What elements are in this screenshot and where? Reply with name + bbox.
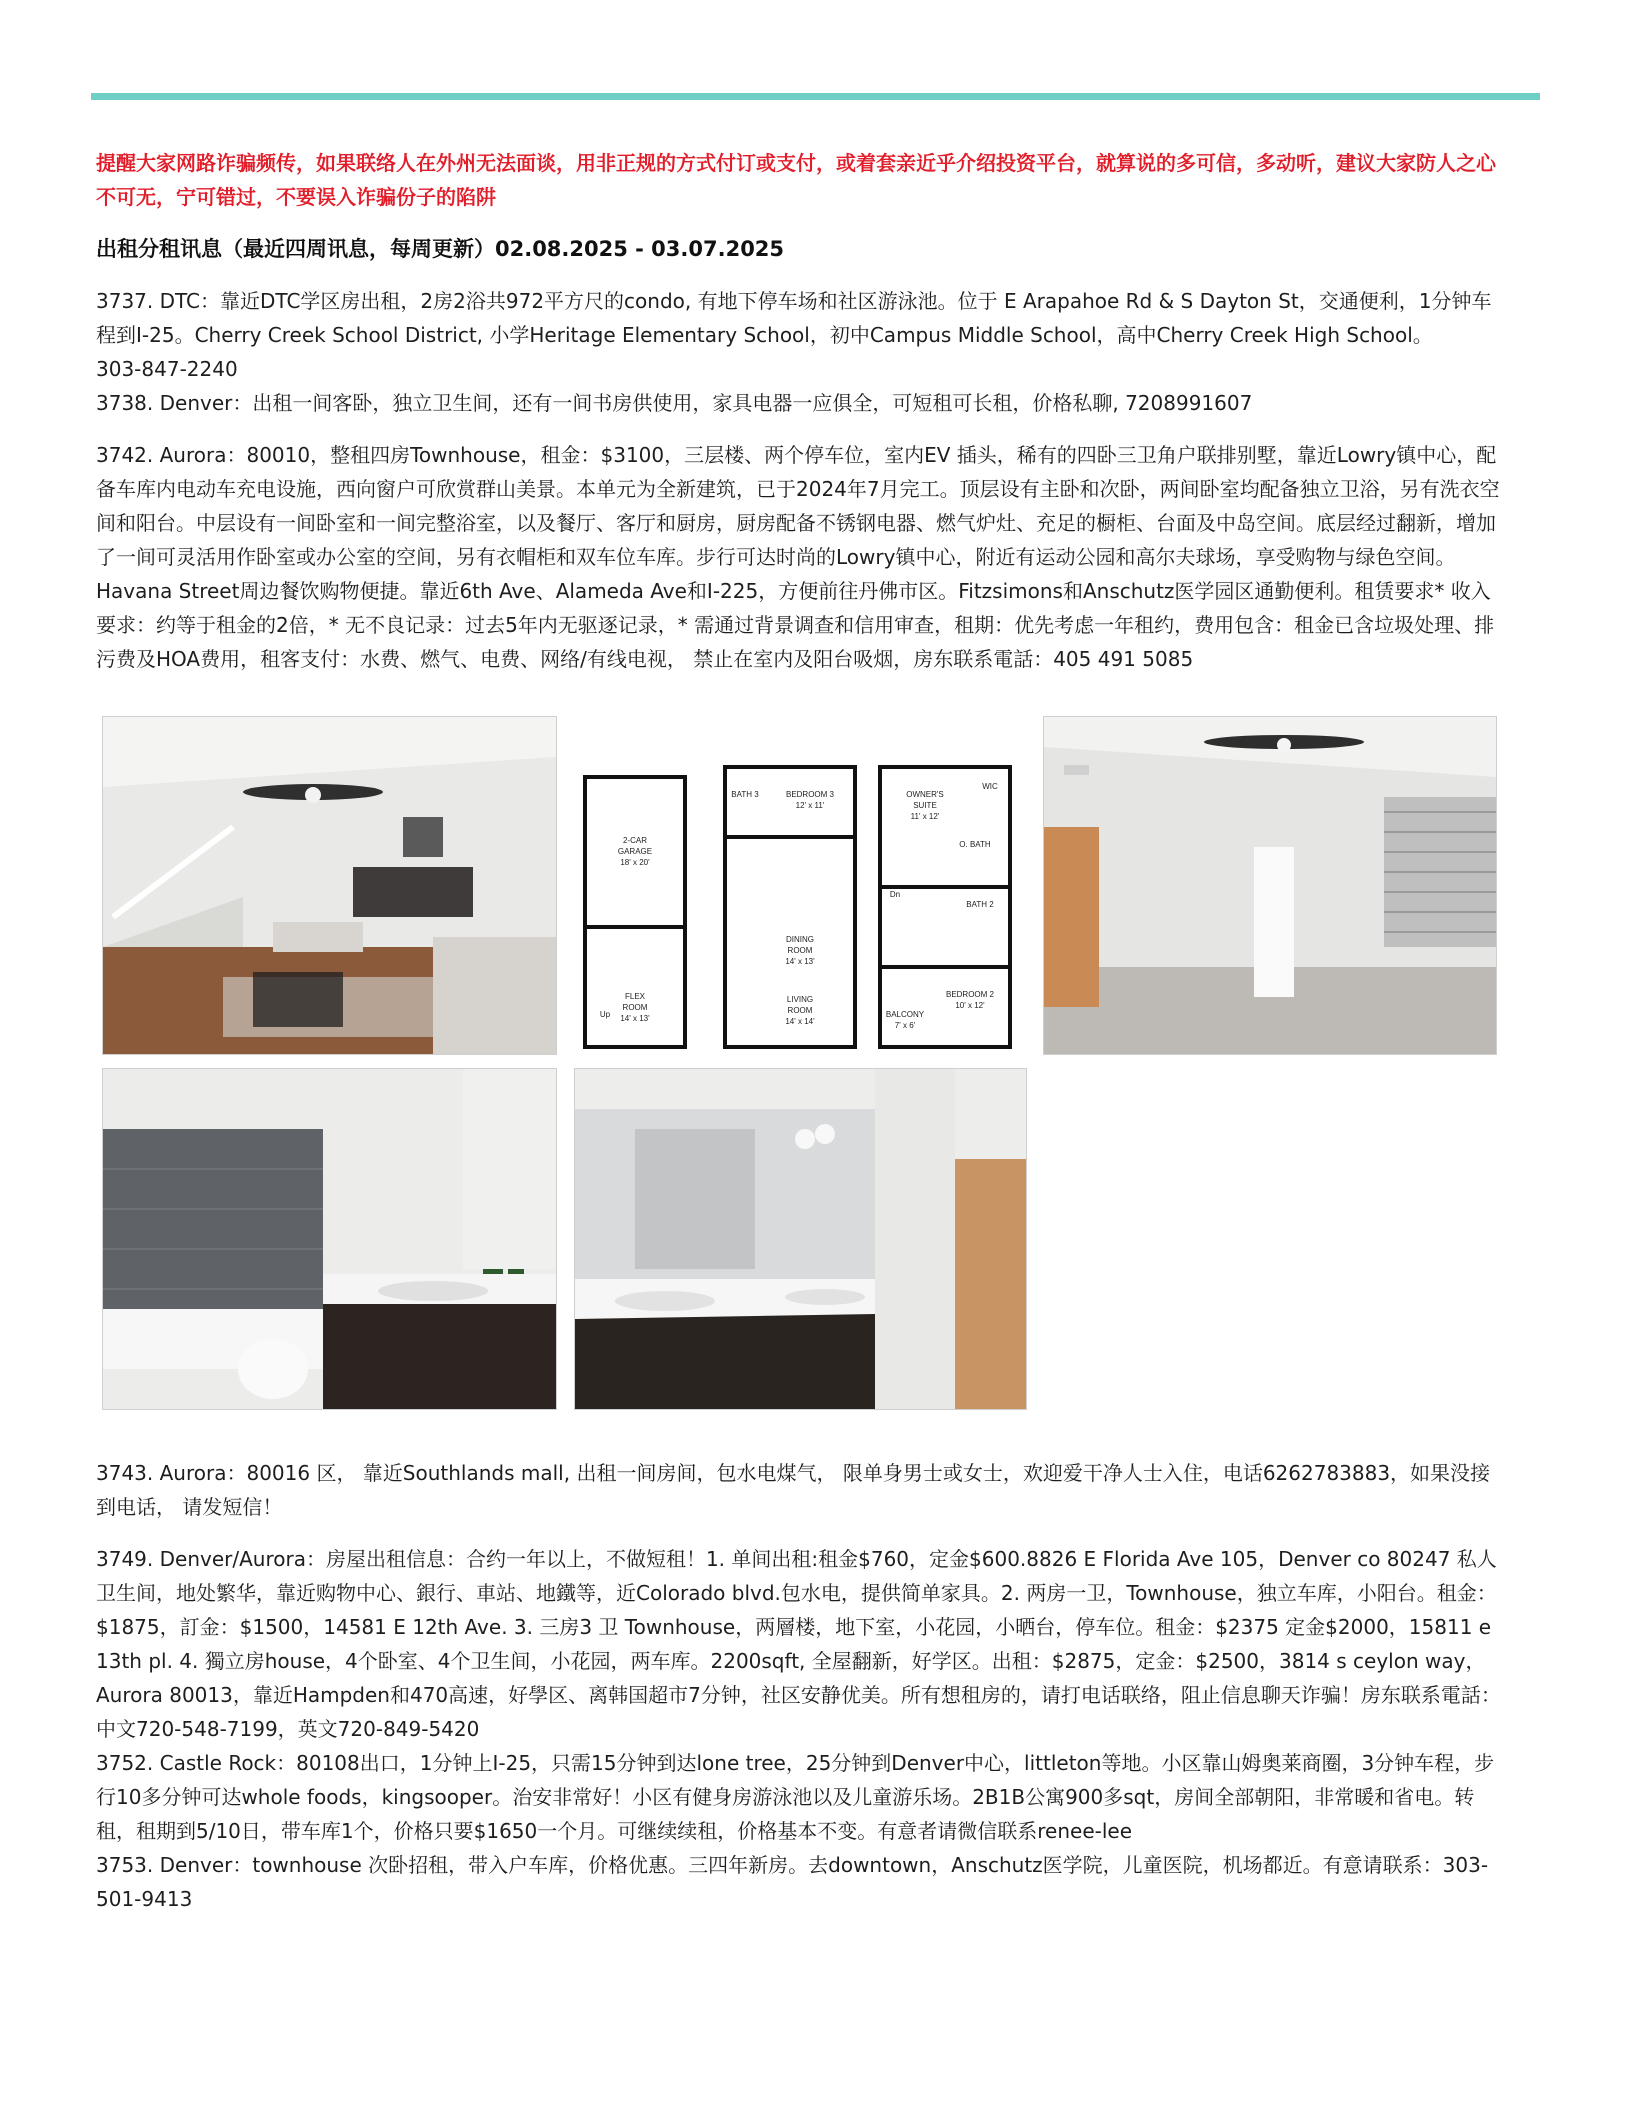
listing-3743: 3743. Aurora：80016 区， 靠近Southlands mall, 出租一间房间，包水电煤气， 限单身男士或女士，欢迎爱干净人士入住，电话6262783883，如果没接到电话， 请发短信！ xyxy=(96,1461,1491,1519)
bathroom-tub-photo xyxy=(102,1068,557,1410)
floorplan-owners-size: 11' x 12' xyxy=(910,812,940,821)
listing-3737: 3737. DTC：靠近DTC学区房出租，2房2浴共972平方尺的condo, 有地下停车场和社区游泳池。位于 E Arapahoe Rd & S Dayton St，交通便利，1分钟车程到I-25。Cherry Creek School District, 小学Heritage Elementary School，初中Campus Middle School，高中Cherry Creek High School。 xyxy=(96,289,1492,347)
floorplan-bedroom3-label: BEDROOM 3 xyxy=(785,790,835,799)
floorplan-bedroom2-label: BEDROOM 2 xyxy=(945,990,995,999)
listing-3742-photo-gallery xyxy=(96,716,1510,1456)
floorplan-dining-size: 14' x 13' xyxy=(785,957,815,966)
floorplan-garage-label-2: GARAGE xyxy=(617,847,653,856)
floor-plan-image xyxy=(574,716,1027,1055)
listing-3738: 3738. Denver：出租一间客卧，独立卫生间，还有一间书房供使用，家具电器一应俱全，可短租可长租，价格私聊, 7208991607 xyxy=(96,391,1253,415)
floorplan-balcony-label: BALCONY xyxy=(885,1010,925,1019)
header-accent-rule xyxy=(91,93,1540,100)
listing-3749: 3749. Denver/Aurora：房屋出租信息：合约一年以上，不做短租！1. 单间出租:租金$760，定金$600.8826 E Florida Ave 105，Denver co 80247 私人卫生间，地处繁华，靠近购物中心、銀行、車站、地鐵等，近Colorado blvd.包水电，提供简单家具。2. 两房一卫，Townhouse，独立车库，小阳台。租金：$1875，訂金：$1500，14581 E 12th Ave. 3. 三房3 卫 Townhouse，两層楼，地下室，小花园，小晒台，停车位。租金：$2375 定金$2000，15811 e 13th pl. 4. 獨立房house，4个卧室、4个卫生间，小花园，两车库。2200sqft, 全屋翻新，好学区。出租：$2875，定金：$2500，3814 s ceylon way，Aurora 80013，靠近Hampden和470高速，好學区、离韩国超市7分钟，社区安静优美。所有想租房的，请打电话联络，阻止信息聊天诈骗！房东联系電話：中文720-548-7199，英文720-849-5420 xyxy=(96,1547,1501,1741)
floorplan-up-label: Up xyxy=(599,1010,611,1019)
bathroom-vanity-photo xyxy=(574,1068,1027,1410)
floorplan-bedroom3-size: 12' x 11' xyxy=(795,801,825,810)
floorplan-bath2-label: BATH 2 xyxy=(966,900,994,909)
listing-3752: 3752. Castle Rock：80108出口，1分钟上I-25，只需15分钟到达lone tree，25分钟到Denver中心，littleton等地。小区靠山姆奥莱商圈，3分钟车程，步行10多分钟可达whole foods，kingsooper。治安非常好！小区有健身房游泳池以及儿童游乐场。2B1B公寓900多sqt，房间全部朝阳，非常暖和省电。转租，租期到5/10日，带车库1个，价格只要$1650一个月。可继续续租，价格基本不变。有意者请微信联系renee-lee xyxy=(96,1751,1495,1843)
listing-3753: 3753. Denver：townhouse 次卧招租，带入户车库，价格优惠。三四年新房。去downtown，Anschutz医学院，儿童医院，机场都近。有意请联系：303-501-9413 xyxy=(96,1853,1489,1911)
floorplan-living-label: LIVING xyxy=(786,995,814,1004)
section-heading: 出租分租讯息（最近四周讯息，每周更新）02.08.2025 - 03.07.2025 xyxy=(96,237,785,261)
floorplan-wic-label: WIC xyxy=(982,782,998,791)
floorplan-bath3-label: BATH 3 xyxy=(731,790,759,799)
floorplan-dining-label-2: ROOM xyxy=(787,946,813,955)
floorplan-flex-size: 14' x 13' xyxy=(620,1014,650,1023)
floorplan-dn-label: Dn xyxy=(889,890,901,899)
floorplan-dining-label: DINING xyxy=(786,935,814,944)
floorplan-obath-label: O. BATH xyxy=(959,840,991,849)
floorplan-flex-label: FLEX xyxy=(624,992,646,1001)
floorplan-bedroom2-size: 10' x 12' xyxy=(955,1001,985,1010)
floorplan-living-size: 14' x 14' xyxy=(785,1017,815,1026)
floorplan-garage-size: 18' x 20' xyxy=(620,858,650,867)
bedroom-photo xyxy=(1043,716,1497,1055)
floorplan-living-label-2: ROOM xyxy=(787,1006,813,1015)
floorplan-owners-label-2: SUITE xyxy=(913,801,937,810)
floorplan-balcony-size: 7' x 6' xyxy=(894,1021,916,1030)
floorplan-flex-label-2: ROOM xyxy=(622,1003,648,1012)
listing-3737-phone: 303-847-2240 xyxy=(96,357,238,381)
living-room-photo xyxy=(102,716,557,1055)
floorplan-garage-label: 2-CAR xyxy=(622,836,648,845)
document-body xyxy=(96,146,1510,1916)
floorplan-owners-label: OWNER'S xyxy=(906,790,944,799)
listing-3742: 3742. Aurora：80010，整租四房Townhouse，租金：$3100，三层楼、两个停车位，室内EV 插头，稀有的四卧三卫角户联排别墅，靠近Lowry镇中心，配备车库内电动车充电设施，西向窗户可欣赏群山美景。本单元为全新建筑，已于2024年7月完工。顶层设有主卧和次卧，两间卧室均配备独立卫浴，另有洗衣空间和阳台。中层设有一间卧室和一间完整浴室，以及餐厅、客厅和厨房，厨房配备不锈钢电器、燃气炉灶、充足的橱柜、台面及中岛空间。底层经过翻新，增加了一间可灵活用作卧室或办公室的空间，另有衣帽柜和双车位车库。步行可达时尚的Lowry镇中心，附近有运动公园和高尔夫球场，享受购物与绿色空间。Havana Street周边餐饮购物便捷。靠近6th Ave、Alameda Ave和I-225，方便前往丹佛市区。Fitzsimons和Anschutz医学园区通勤便利。租赁要求* 收入要求：约等于租金的2倍，* 无不良记录：过去5年内无驱逐记录，* 需通过背景调查和信用审查，租期：优先考虑一年租约，费用包含：租金已含垃圾处理、排污费及HOA费用，租客支付：水费、燃气、电费、网络/有线电视， 禁止在室内及阳台吸烟，房东联系電話：405 491 5085 xyxy=(96,443,1500,671)
scam-warning: 提醒大家网路诈骗频传，如果联络人在外州无法面谈，用非正规的方式付订或支付，或着套亲近乎介绍投资平台，就算说的多可信，多动听，建议大家防人之心不可无，宁可错过，不要误入诈骗份子的陷阱 xyxy=(96,151,1496,209)
